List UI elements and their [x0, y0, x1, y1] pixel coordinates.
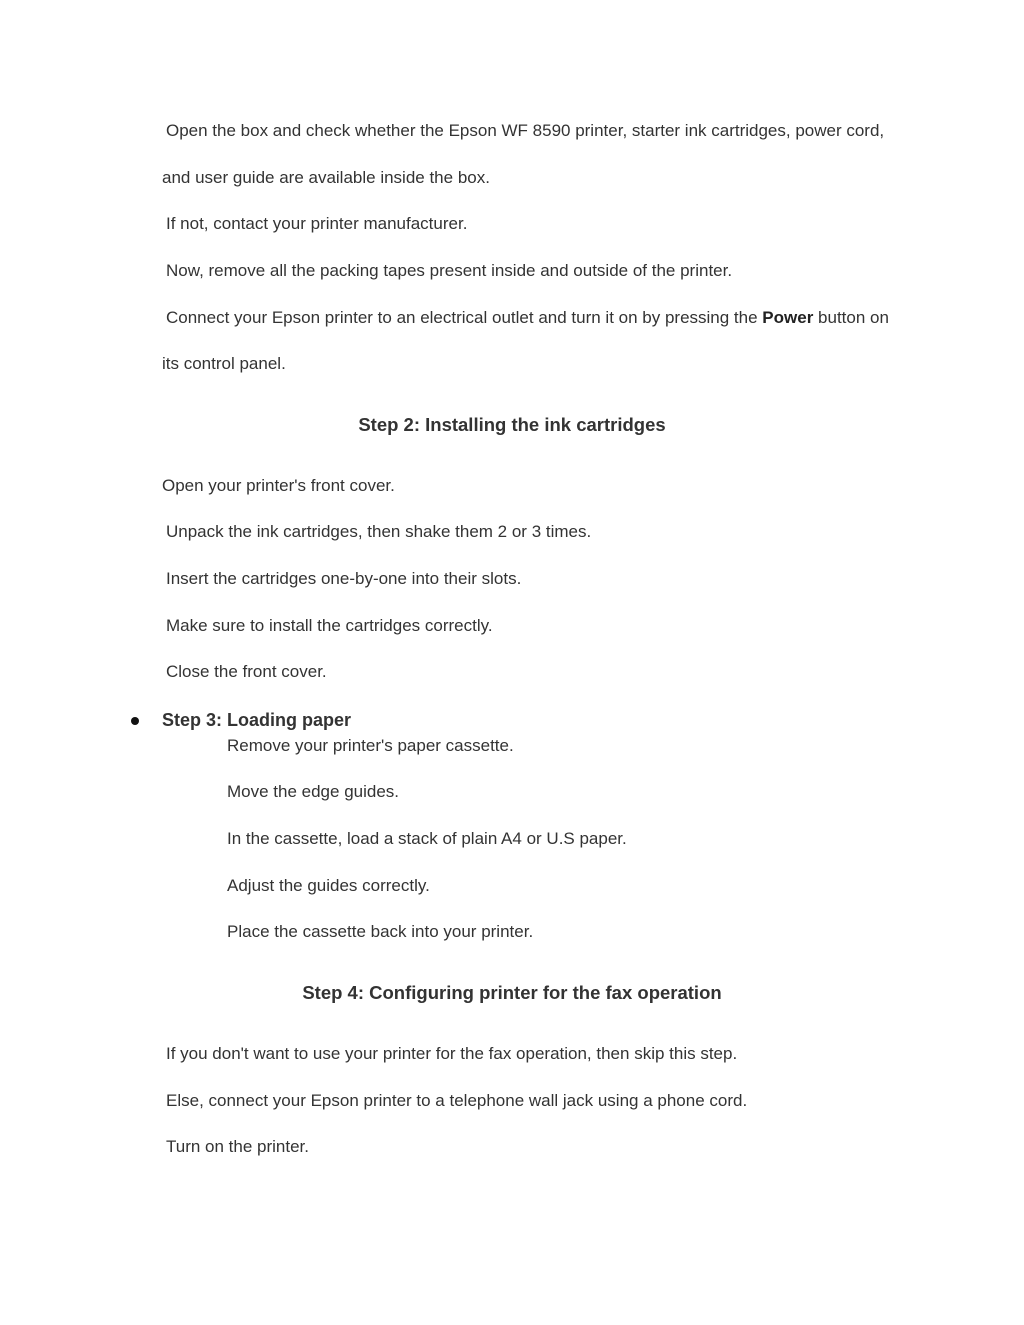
step4-item: Else, connect your Epson printer to a telephone wall jack using a phone cord. [166, 1091, 748, 1110]
intro-text: button on [813, 308, 889, 327]
step3-heading: Step 3: Loading paper [162, 710, 352, 730]
step4-item: Turn on the printer. [166, 1137, 310, 1156]
step2-item: Unpack the ink cartridges, then shake them 2 or 3 times. [166, 522, 592, 541]
step3-item: Remove your printer's paper cassette. [227, 736, 514, 755]
step2-item: Open your printer's front cover. [162, 476, 395, 495]
intro-line: its control panel. [162, 354, 286, 373]
power-button-label: Power [762, 308, 814, 327]
step4-heading: Step 4: Configuring printer for the fax operation [302, 982, 722, 1003]
intro-line: and user guide are available inside the box. [162, 168, 490, 187]
intro-text: Connect your Epson printer to an electrical outlet and turn it on by pressing the [166, 308, 763, 327]
step4-item: If you don't want to use your printer for the fax operation, then skip this step. [166, 1044, 738, 1063]
intro-line-power [166, 308, 889, 328]
step2-item: Insert the cartridges one-by-one into their slots. [166, 569, 522, 588]
step3-item: Move the edge guides. [227, 782, 400, 801]
intro-line: If not, contact your printer manufacturer. [166, 214, 468, 233]
intro-line: Now, remove all the packing tapes present inside and outside of the printer. [166, 261, 733, 280]
step3-item: In the cassette, load a stack of plain A4 or U.S paper. [227, 829, 627, 848]
step2-heading: Step 2: Installing the ink cartridges [358, 414, 666, 435]
step2-item: Close the front cover. [166, 662, 327, 681]
intro-line: Open the box and check whether the Epson WF 8590 printer, starter ink cartridges, power cord, [166, 121, 885, 140]
step3-item: Adjust the guides correctly. [227, 876, 430, 895]
step2-item: Make sure to install the cartridges correctly. [166, 616, 493, 635]
bullet-icon [131, 717, 139, 725]
step3-item: Place the cassette back into your printer. [227, 922, 534, 941]
